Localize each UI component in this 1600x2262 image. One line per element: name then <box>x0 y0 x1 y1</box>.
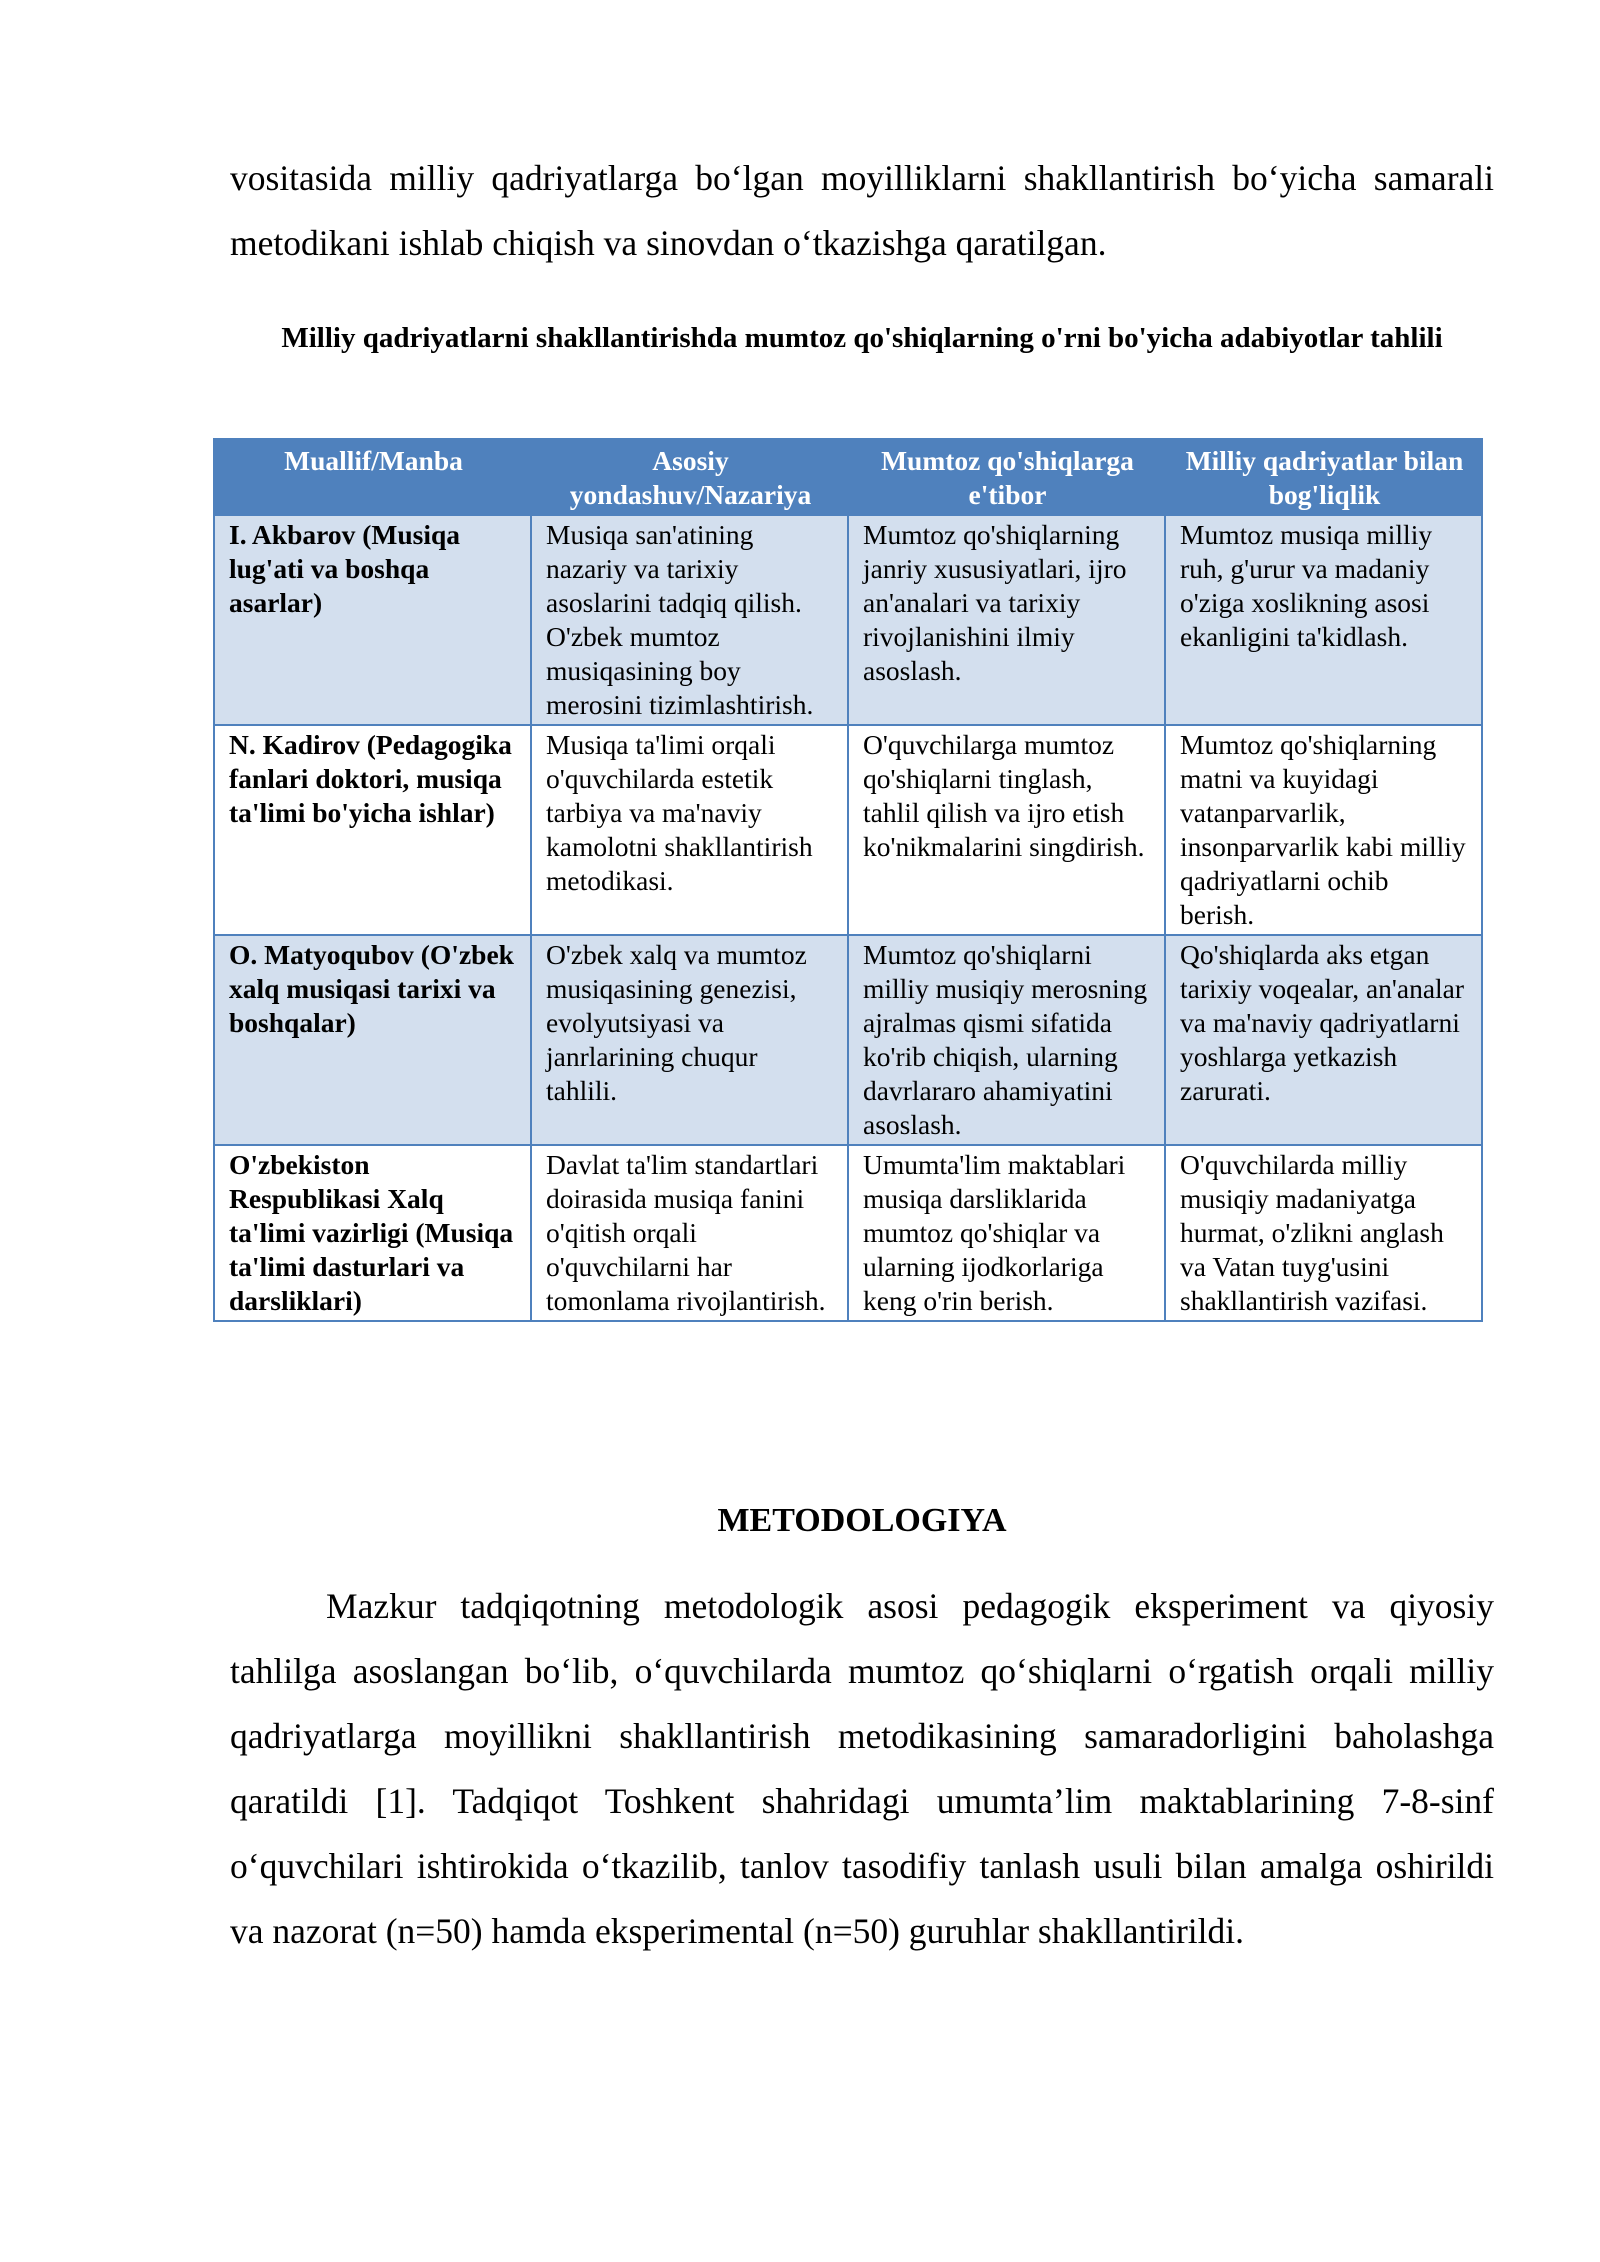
table-row <box>214 725 1482 935</box>
approach-cell: Musiqa san'atining nazariy va tarixiy asoslarini tadqiq qilish. O'zbek mumtoz musiqasining boy merosini tizimlashtirish. <box>531 515 848 725</box>
songs-cell: Mumtoz qo'shiqlarni milliy musiqiy merosning ajralmas qismi sifatida ko'rib chiqish, ularning davrlararo ahamiyatini asoslash. <box>848 935 1165 1145</box>
values-cell: Mumtoz musiqa milliy ruh, g'urur va madaniy o'ziga xoslikning asosi ekanligini ta'kidlash. <box>1165 515 1482 725</box>
values-cell: Qo'shiqlarda aks etgan tarixiy voqealar, an'analar va ma'naviy qadriyatlarni yoshlarga yetkazish zarurati. <box>1165 935 1482 1145</box>
literature-table <box>213 438 1483 1322</box>
songs-cell: Mumtoz qo'shiqlarning janriy xususiyatlari, ijro an'analari va tarixiy rivojlanishini ilmiy asoslash. <box>848 515 1165 725</box>
author-cell: I. Akbarov (Musiqa lug'ati va boshqa asarlar) <box>214 515 531 725</box>
songs-cell: O'quvchilarga mumtoz qo'shiqlarni tinglash, tahlil qilish va ijro etish ko'nikmalarini singdirish. <box>848 725 1165 935</box>
table-row <box>214 515 1482 725</box>
values-cell: O'quvchilarda milliy musiqiy madaniyatga hurmat, o'zlikni anglash va Vatan tuyg'usini shakllantirish vazifasi. <box>1165 1145 1482 1321</box>
values-cell: Mumtoz qo'shiqlarning matni va kuyidagi vatanparvarlik, insonparvarlik kabi milliy qadriyatlarni ochib berish. <box>1165 725 1482 935</box>
section-heading: METODOLOGIYA <box>717 1502 1007 1539</box>
approach-cell: O'zbek xalq va mumtoz musiqasining genezisi, evolyutsiyasi va janrlarining chuqur tahlili. <box>531 935 848 1145</box>
table-row <box>214 1145 1482 1321</box>
songs-cell: Umumta'lim maktablari musiqa darsliklarida mumtoz qo'shiqlar va ularning ijodkorlariga keng o'rin berish. <box>848 1145 1165 1321</box>
author-cell: O. Matyoqubov (O'zbek xalq musiqasi tarixi va boshqalar) <box>214 935 531 1145</box>
header-classical-songs: Mumtoz qo'shiqlarga e'tibor <box>848 439 1165 515</box>
approach-cell: Davlat ta'lim standartlari doirasida musiqa fanini o'qitish orqali o'quvchilarni har tomonlama rivojlantirish. <box>531 1145 848 1321</box>
table-header-row <box>214 439 1482 515</box>
author-cell: N. Kadirov (Pedagogika fanlari doktori, musiqa ta'limi bo'yicha ishlar) <box>214 725 531 935</box>
header-author: Muallif/Manba <box>214 439 531 515</box>
table-caption: Milliy qadriyatlarni shakllantirishda mumtoz qo'shiqlarning o'rni bo'yicha adabiyotlar tahlili <box>281 322 1443 354</box>
header-approach: Asosiy yondashuv/Nazariya <box>531 439 848 515</box>
intro-paragraph: vositasida milliy qadriyatlarga bo‘lgan moyilliklarni shakllantirish bo‘yicha samarali metodikani ishlab chiqish va sinovdan o‘tkazishga qaratilgan. <box>230 158 1494 263</box>
header-national-values: Milliy qadriyatlar bilan bog'liqlik <box>1165 439 1482 515</box>
approach-cell: Musiqa ta'limi orqali o'quvchilarda estetik tarbiya va ma'naviy kamolotni shakllantirish metodikasi. <box>531 725 848 935</box>
methodology-paragraph: Mazkur tadqiqotning metodologik asosi pedagogik eksperiment va qiyosiy tahlilga asoslangan bo‘lib, o‘quvchilarda mumtoz qo‘shiqlarni o‘rgatish orqali milliy qadriyatlarga moyillikni shakllantirish metodikasining samaradorligini baholashga qaratildi [1]. Tadqiqot Toshkent shahridagi umumta’lim maktablarining 7-8-sinf o‘quvchilari ishtirokida o‘tkazilib, tanlov tasodifiy tanlash usuli bilan amalga oshirildi va nazorat (n=50) hamda eksperimental (n=50) guruhlar shakllantirildi. <box>230 1586 1494 1951</box>
table-row <box>214 935 1482 1145</box>
author-cell: O'zbekiston Respublikasi Xalq ta'limi vazirligi (Musiqa ta'limi dasturlari va darsliklari) <box>214 1145 531 1321</box>
